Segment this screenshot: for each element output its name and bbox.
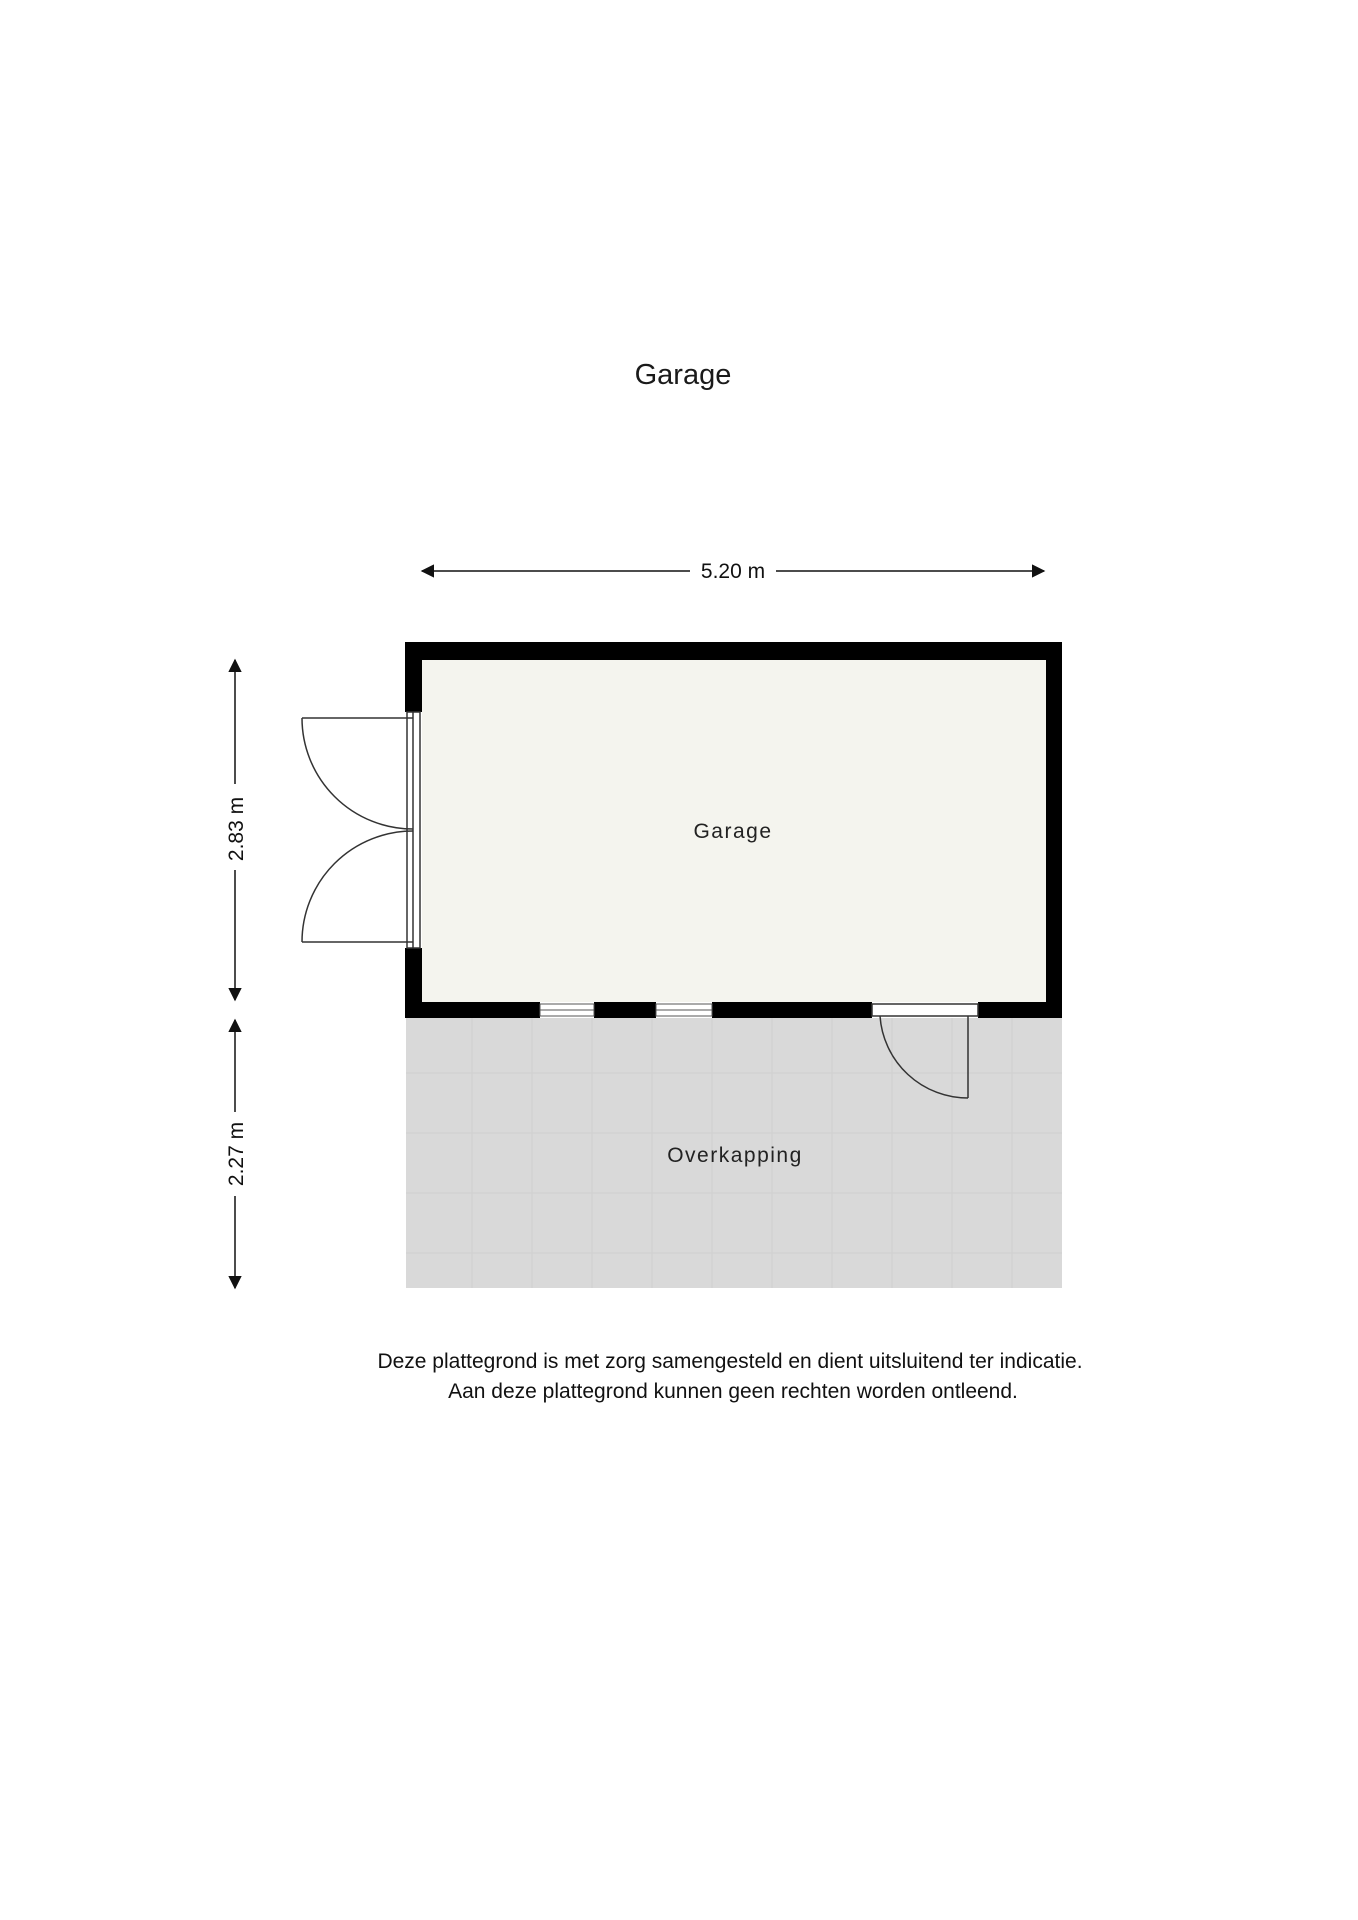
disclaimer-line-1: Deze plattegrond is met zorg samengesteld en dient uitsluitend ter indicatie. <box>377 1350 1083 1373</box>
page-title: Garage <box>634 359 732 391</box>
double-doors <box>302 712 420 948</box>
wall-left-upper <box>405 642 422 712</box>
disclaimer-line-2: Aan deze plattegrond kunnen geen rechten worden ontleend. <box>448 1380 1018 1403</box>
wall-bottom-4 <box>978 1002 1062 1018</box>
dimension-width-label: 5.20 m <box>700 560 766 583</box>
garage-label: Garage <box>693 820 773 843</box>
window-2 <box>656 1004 712 1016</box>
overkapping-label: Overkapping <box>667 1144 803 1167</box>
window-1 <box>540 1004 594 1016</box>
dimension-garage-depth-label: 2.83 m <box>225 796 248 862</box>
wall-bottom-3 <box>712 1002 872 1018</box>
dimension-garage-depth <box>225 660 248 1000</box>
wall-right <box>1046 642 1062 1018</box>
wall-bottom-1 <box>405 1002 540 1018</box>
overkapping-area <box>406 1018 1062 1288</box>
dimension-overkapping-depth <box>225 1020 248 1288</box>
dimension-width <box>422 560 1044 583</box>
wall-bottom-2 <box>594 1002 656 1018</box>
wall-top <box>405 642 1062 660</box>
dimension-overkapping-depth-label: 2.27 m <box>225 1121 248 1187</box>
